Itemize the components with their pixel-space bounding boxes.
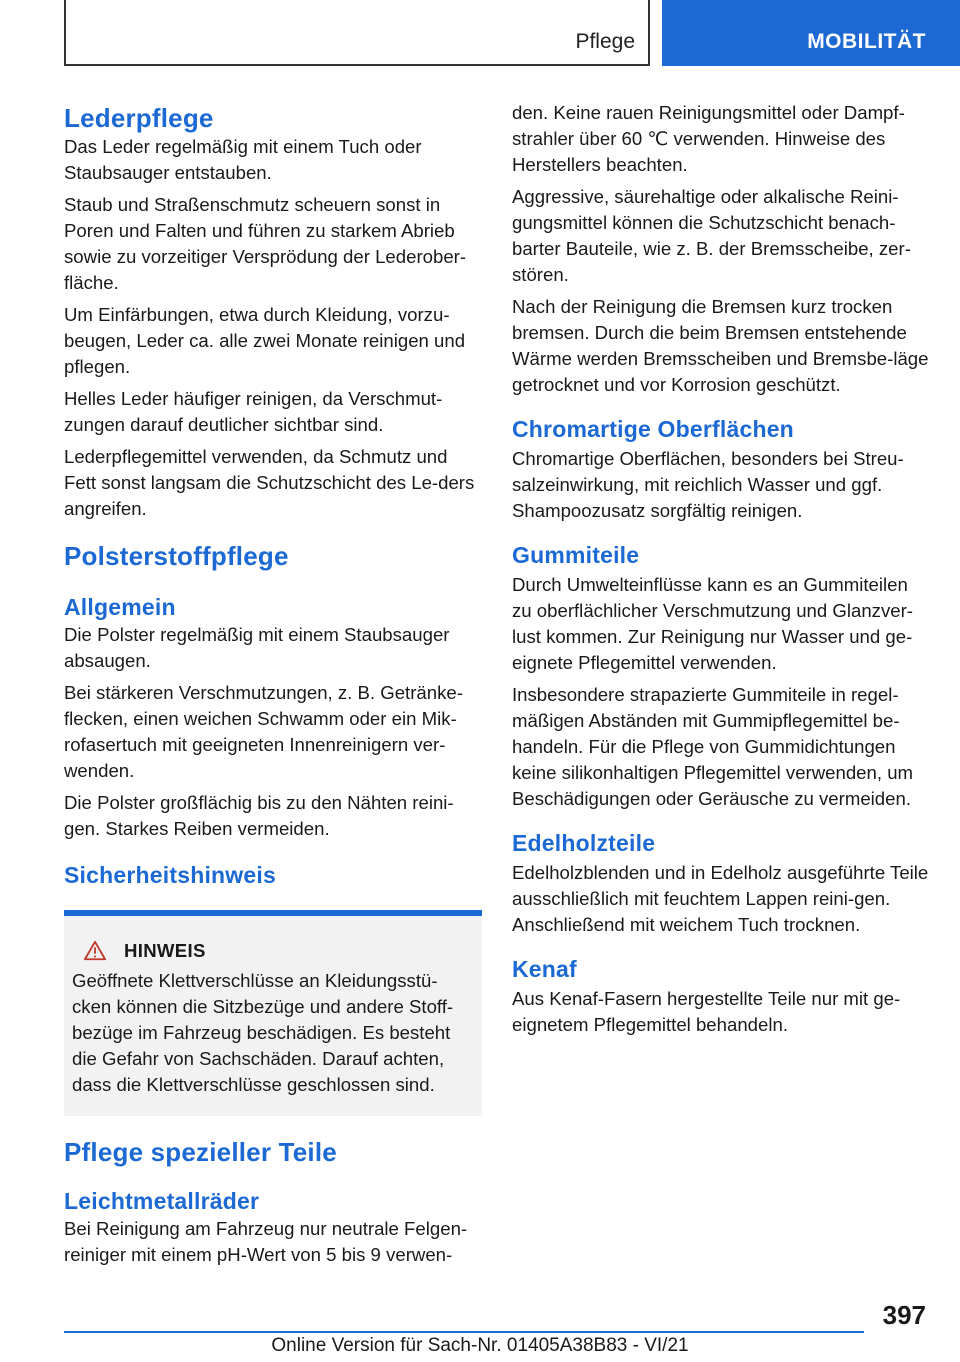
warning-triangle-icon — [84, 940, 106, 962]
paragraph: Bei stärkeren Verschmutzungen, z. B. Getränke‐flecken, einen weichen Schwamm oder ein Mik‐rofasertuch mit geeigneten Innenreinigern ver‐wenden. — [64, 682, 463, 781]
paragraph: Bei Reinigung am Fahrzeug nur neutrale Felgen‐reiniger mit einem pH-Wert von 5 bis 9 verwen‐ — [64, 1218, 468, 1265]
notice-header — [72, 940, 474, 962]
heading-pflege-spezieller-teile: Pflege spezieller Teile — [64, 1137, 337, 1167]
paragraph: Lederpflegemittel verwenden, da Schmutz und Fett sonst langsam die Schutzschicht des Le‐ders angreifen. — [64, 446, 475, 519]
paragraph: Die Polster regelmäßig mit einem Staubsauger absaugen. — [64, 624, 450, 671]
paragraph: Das Leder regelmäßig mit einem Tuch oder Staubsauger entstauben. — [64, 136, 422, 183]
paragraph: Nach der Reinigung die Bremsen kurz trocken bremsen. Durch die beim Bremsen entstehende Wärme werden Bremsscheiben und Bremsbe‐läge getrocknet und vor Korrosion geschützt. — [512, 296, 929, 395]
paragraph: Helles Leder häufiger reinigen, da Verschmut‐zungen darauf deutlicher sichtbar sind. — [64, 388, 443, 435]
paragraph: Insbesondere strapazierte Gummiteile in regel‐mäßigen Abständen mit Gummipflegemittel be‐handeln. Für die Pflege von Gummidichtungen keine silikonhaltigen Pflegemittel verwenden, um Beschädigungen oder Geräusche zu vermeiden. — [512, 684, 914, 809]
chapter-tab-label: MOBILITÄT — [807, 30, 926, 53]
heading-allgemein: Allgemein — [64, 594, 176, 620]
notice-box — [64, 910, 482, 1116]
heading-polsterstoffpflege: Polsterstoffpflege — [64, 541, 289, 571]
header-section-title: Pflege — [575, 30, 635, 53]
paragraph: Aus Kenaf-Fasern hergestellte Teile nur mit ge‐eignetem Pflegemittel behandeln. — [512, 988, 901, 1035]
notice-text: Geöffnete Klettverschlüsse an Kleidungsstü‐cken können die Sitzbezüge und andere Stoff‐bezüge im Fahrzeug beschädigen. Es besteht die Gefahr von Sachschäden. Darauf achten, dass die Klettverschlüsse geschlossen sind. — [72, 970, 454, 1095]
heading-leichtmetallraeder: Leichtmetallräder — [64, 1188, 260, 1214]
heading-kenaf: Kenaf — [512, 956, 577, 982]
left-column — [64, 102, 482, 1274]
footer-divider — [64, 1331, 864, 1333]
paragraph: Staub und Straßenschmutz scheuern sonst in Poren und Falten und führen zu starkem Abrieb sowie zu vorzeitiger Versprödung der Lederober‐fläche. — [64, 194, 467, 293]
paragraph: Um Einfärbungen, etwa durch Kleidung, vorzu‐beugen, Leder ca. alle zwei Monate reinigen und pflegen. — [64, 304, 466, 377]
heading-lederpflege: Lederpflege — [64, 103, 214, 133]
paragraph: Chromartige Oberflächen, besonders bei Streu‐salzeinwirkung, mit reichlich Wasser und ggf. Shampoozusatz sorgfältig reinigen. — [512, 448, 904, 521]
footer-version-text: Online Version für Sach-Nr. 01405A38B83 - VI/21 — [271, 1335, 689, 1356]
header-frame — [64, 0, 650, 66]
paragraph: Edelholzblenden und in Edelholz ausgeführte Teile ausschließlich mit feuchtem Lappen reini‐gen. Anschließend mit weichem Tuch trocknen. — [512, 862, 929, 935]
heading-chromartige-oberflaechen: Chromartige Oberflächen — [512, 416, 794, 442]
heading-gummiteile: Gummiteile — [512, 542, 640, 568]
heading-edelholzteile: Edelholzteile — [512, 830, 656, 856]
paragraph: Aggressive, säurehaltige oder alkalische Reini‐gungsmittel können die Schutzschicht benach‐barter Bauteile, wie z. B. der Bremsscheibe, zer‐stören. — [512, 186, 911, 285]
paragraph: Die Polster großflächig bis zu den Nähten reini‐gen. Starkes Reiben vermeiden. — [64, 792, 454, 839]
right-column — [512, 100, 932, 1044]
page-number: 397 — [882, 1300, 926, 1330]
heading-sicherheitshinweis: Sicherheitshinweis — [64, 862, 276, 888]
notice-title: HINWEIS — [124, 940, 206, 961]
paragraph: Durch Umwelteinflüsse kann es an Gummiteilen zu oberflächlicher Verschmutzung und Glanzver‐lust kommen. Zur Reinigung nur Wasser und ge‐eignete Pflegemittel verwenden. — [512, 574, 913, 673]
chapter-tab — [662, 0, 960, 66]
paragraph: den. Keine rauen Reinigungsmittel oder Dampf‐strahler über 60 ℃ verwenden. Hinweise des Herstellers beachten. — [512, 102, 905, 175]
